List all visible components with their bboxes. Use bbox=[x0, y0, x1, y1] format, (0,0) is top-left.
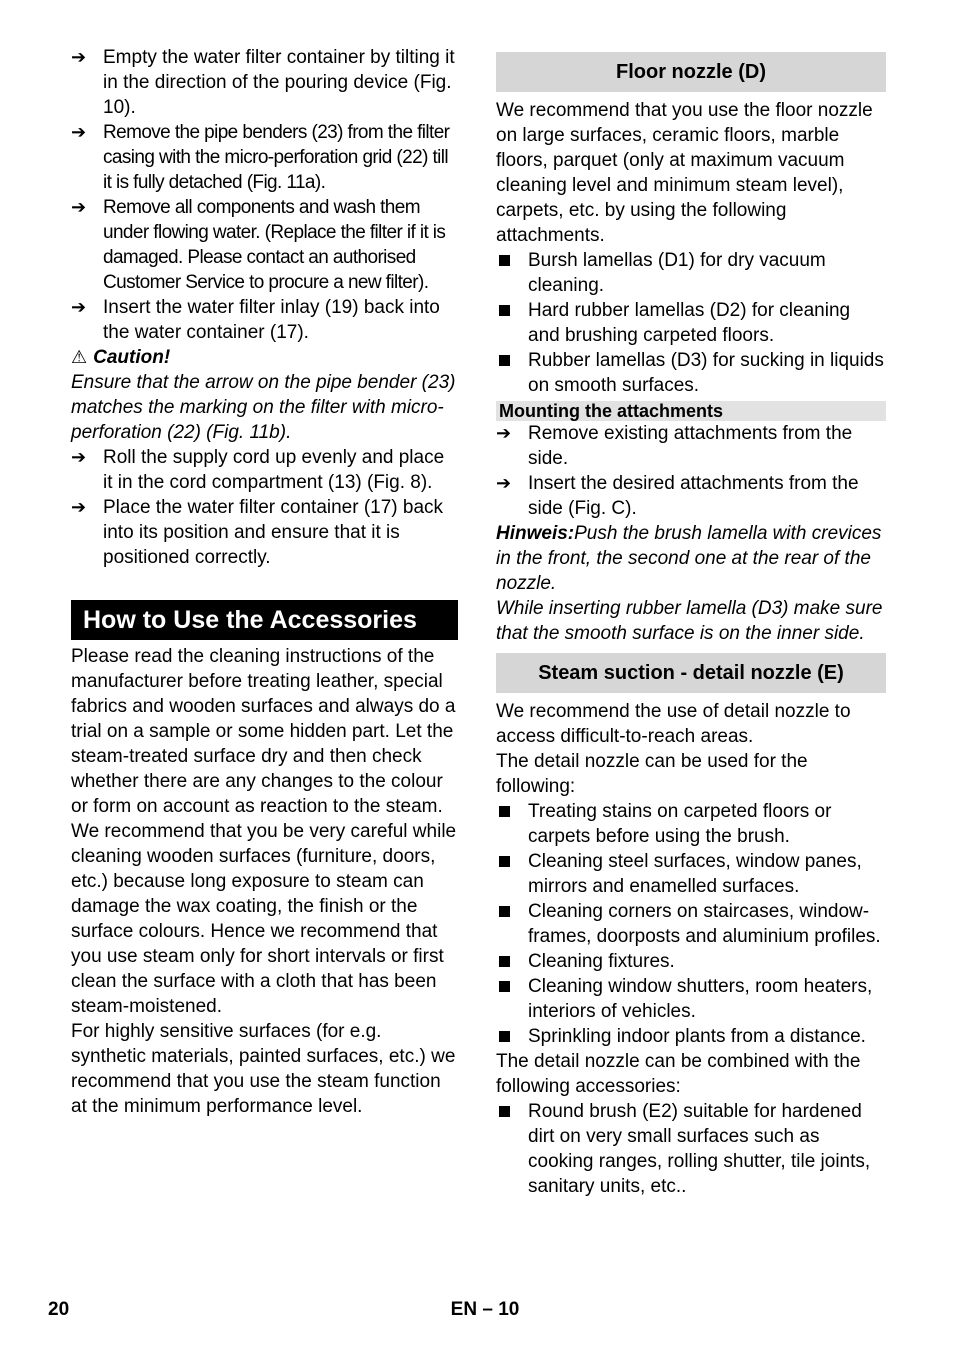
step-item bbox=[71, 120, 458, 195]
hinweis-label: Hinweis: bbox=[496, 523, 575, 544]
steam-paragraph: The detail nozzle can be combined with the following accessories: bbox=[496, 1051, 861, 1097]
bullet-item bbox=[496, 298, 886, 348]
bullet-text: Cleaning fixtures. bbox=[528, 951, 675, 972]
bullet-text: Treating stains on carpeted floors or carpets before using the brush. bbox=[528, 801, 832, 847]
bullet-text: Hard rubber lamellas (D2) for cleaning and brushing carpeted floors. bbox=[528, 300, 851, 346]
arrow-right-icon: ➔ bbox=[496, 473, 512, 493]
step-text: Insert the desired attachments from the side (Fig. C). bbox=[528, 473, 859, 519]
bullet-text: Sprinkling indoor plants from a distance. bbox=[528, 1026, 866, 1047]
bullet-square-icon bbox=[496, 949, 524, 974]
arrow-right-icon: ➔ bbox=[71, 197, 86, 217]
bullet-square-icon bbox=[496, 974, 524, 999]
step-text: Remove all components and wash them under flowing water. (Replace the filter if it is damaged. Please contact an authorised Customer Service to procure a new filter). bbox=[103, 197, 446, 293]
floor-nozzle-heading: Floor nozzle (D) bbox=[496, 52, 886, 92]
caution-label: Caution! bbox=[93, 347, 171, 368]
paragraph: Please read the cleaning instructions of the manufacturer before treating leather, special fabrics and wooden surfaces and always do a trial on a sample or some hidden part. Let the steam-treated surface dry and then check whether there are any changes to the colour or form on account as reaction to the steam. bbox=[71, 646, 456, 817]
bullet-square-icon bbox=[496, 799, 524, 824]
bullet-item bbox=[496, 899, 886, 949]
paragraph: We recommend that you be very careful while cleaning wooden surfaces (furniture, doors, etc.) because long exposure to steam can damage the wax coating, the finish or the surface colours. Hence we recommend that you use steam only for short intervals or first clean the surface with a cloth that has been steam-moistened. bbox=[71, 821, 457, 1017]
bullet-item bbox=[496, 348, 886, 398]
bullet-square-icon bbox=[496, 348, 524, 373]
arrow-right-icon: ➔ bbox=[71, 297, 87, 317]
step-item bbox=[71, 495, 458, 570]
step-text: Remove existing attachments from the side. bbox=[528, 423, 853, 469]
bullet-text: Bursh lamellas (D1) for dry vacuum cleaning. bbox=[528, 250, 826, 296]
step-text: Empty the water filter container by tilting it in the direction of the pouring device (Fig. 10). bbox=[103, 47, 455, 118]
steam-paragraph: We recommend the use of detail nozzle to access difficult-to-reach areas. bbox=[496, 701, 851, 747]
bullet-item bbox=[496, 248, 886, 298]
section-title: How to Use the Accessories bbox=[71, 600, 458, 640]
bullet-square-icon bbox=[496, 899, 524, 924]
arrow-right-icon: ➔ bbox=[71, 47, 87, 67]
bullet-text: Rubber lamellas (D3) for sucking in liquids on smooth surfaces. bbox=[528, 350, 884, 396]
step-item bbox=[71, 195, 458, 295]
step-text: Roll the supply cord up evenly and place it in the cord compartment (13) (Fig. 8). bbox=[103, 447, 445, 493]
step-text: Insert the water filter inlay (19) back into the water container (17). bbox=[103, 297, 440, 343]
bullet-square-icon bbox=[496, 1024, 524, 1049]
caution-heading bbox=[71, 345, 458, 370]
floor-nozzle-intro: We recommend that you use the floor nozzle on large surfaces, ceramic floors, marble floors, parquet (only at maximum vacuum cleaning level and minimum steam level), carpets, etc. by using the following attachments. bbox=[496, 100, 873, 246]
steam-suction-heading: Steam suction - detail nozzle (E) bbox=[496, 653, 886, 693]
paragraph: For highly sensitive surfaces (for e.g. synthetic materials, painted surfaces, etc.) we recommend that you use the steam function at the minimum performance level. bbox=[71, 1021, 456, 1117]
steam-paragraph: The detail nozzle can be used for the following: bbox=[496, 751, 808, 797]
warning-triangle-icon: ⚠ bbox=[71, 347, 88, 367]
bullet-item bbox=[496, 949, 886, 974]
bullet-item bbox=[496, 1099, 886, 1199]
bullet-square-icon bbox=[496, 298, 524, 323]
bullet-square-icon bbox=[496, 1099, 524, 1124]
step-item bbox=[71, 295, 458, 345]
step-text: Place the water filter container (17) back into its position and ensure that it is positioned correctly. bbox=[103, 497, 444, 568]
bullet-text: Cleaning window shutters, room heaters, interiors of vehicles. bbox=[528, 976, 873, 1022]
bullet-item bbox=[496, 1024, 886, 1049]
arrow-right-icon: ➔ bbox=[71, 497, 87, 517]
page-number: 20 bbox=[48, 1299, 70, 1320]
page-footer-label: EN – 10 bbox=[450, 1299, 520, 1320]
step-item bbox=[71, 45, 458, 120]
step-item bbox=[496, 421, 886, 471]
bullet-item bbox=[496, 974, 886, 1024]
bullet-text: Cleaning corners on staircases, window-frames, doorposts and aluminium profiles. bbox=[528, 901, 881, 947]
bullet-text: Cleaning steel surfaces, window panes, mirrors and enamelled surfaces. bbox=[528, 851, 862, 897]
bullet-item bbox=[496, 799, 886, 849]
hinweis-note-2: While inserting rubber lamella (D3) make sure that the smooth surface is on the inner side. bbox=[496, 598, 883, 644]
bullet-text: Round brush (E2) suitable for hardened dirt on very small surfaces such as cooking ranges, rolling shutter, tile joints, sanitary units, etc.. bbox=[528, 1101, 871, 1197]
step-text: Remove the pipe benders (23) from the filter casing with the micro-perforation grid (22) till it is fully detached (Fig. 11a). bbox=[103, 122, 450, 193]
bullet-item bbox=[496, 849, 886, 899]
hinweis-note bbox=[496, 521, 886, 596]
mounting-heading: Mounting the attachments bbox=[496, 401, 886, 421]
caution-text: Ensure that the arrow on the pipe bender (23) matches the marking on the filter with micro-perforation (22) (Fig. 11b). bbox=[71, 372, 456, 443]
left-column bbox=[71, 45, 458, 1119]
arrow-right-icon: ➔ bbox=[71, 122, 86, 142]
arrow-right-icon: ➔ bbox=[71, 447, 87, 467]
bullet-square-icon bbox=[496, 849, 524, 874]
hinweis-text: Push the brush lamella with crevices in the front, the second one at the rear of the nozzle. bbox=[496, 523, 882, 594]
right-column bbox=[496, 45, 886, 1199]
step-item bbox=[71, 445, 458, 495]
bullet-square-icon bbox=[496, 248, 524, 273]
arrow-right-icon: ➔ bbox=[496, 423, 512, 443]
step-item bbox=[496, 471, 886, 521]
